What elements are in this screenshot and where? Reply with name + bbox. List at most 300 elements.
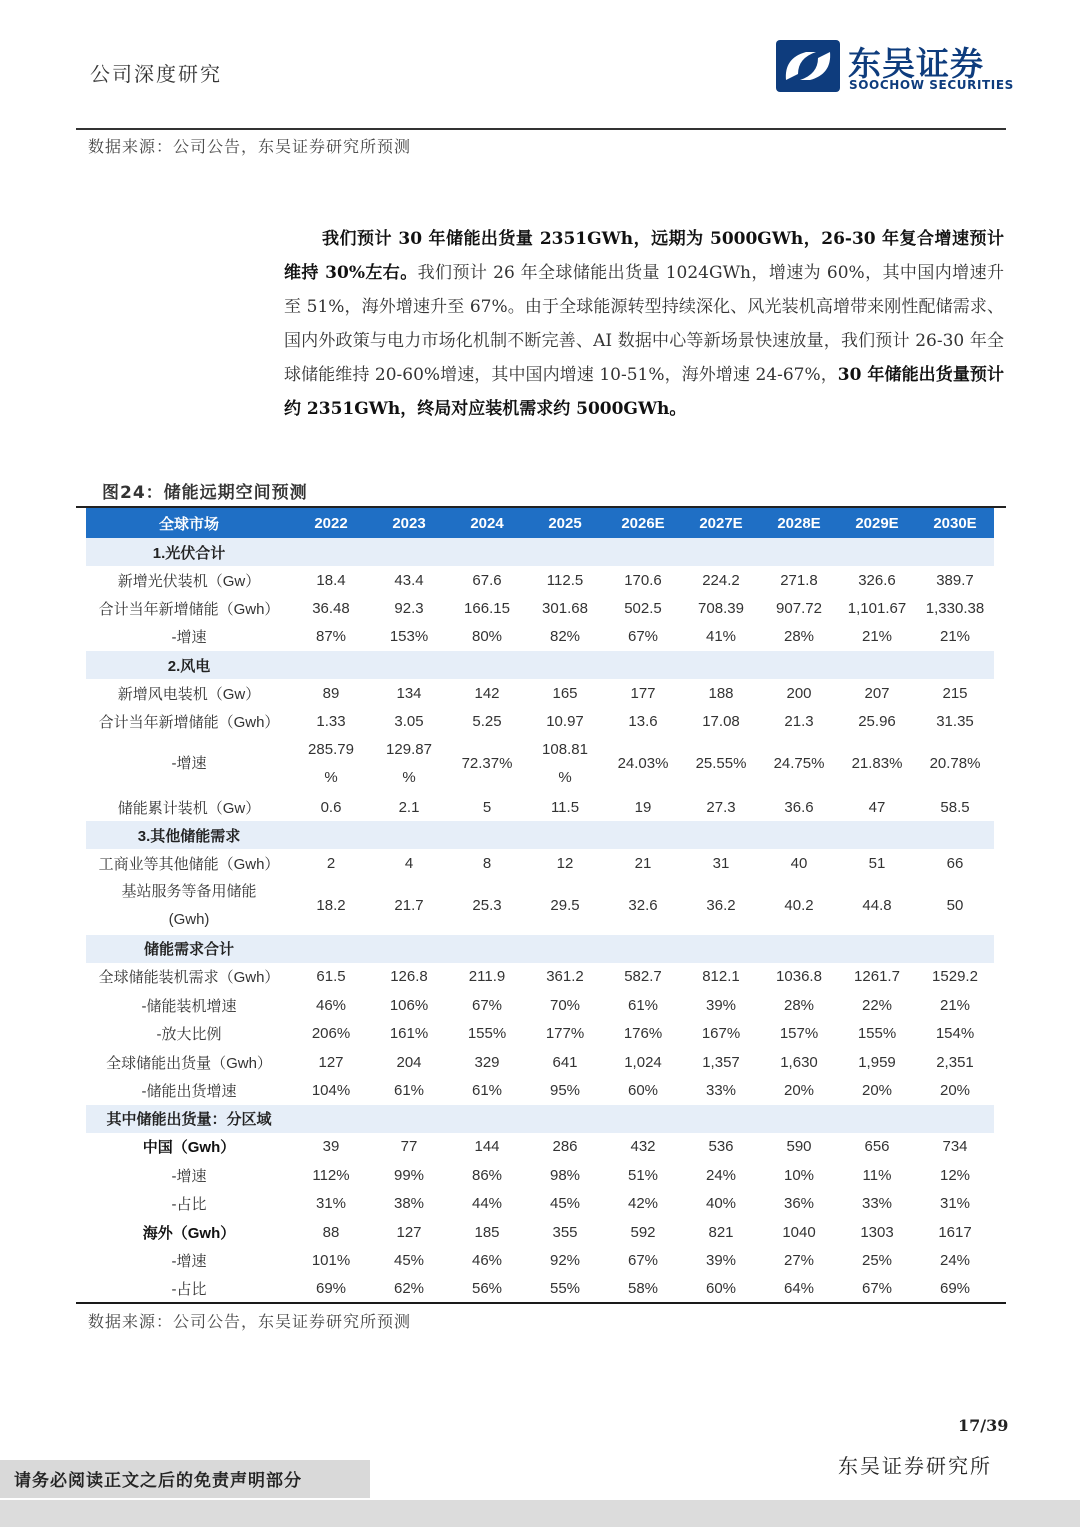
section-fill-cell — [760, 1105, 838, 1133]
value-cell: 177 — [630, 684, 656, 702]
section-fill-cell — [760, 821, 838, 849]
value-cell: 56% — [471, 1280, 503, 1298]
header-cell-year: 2030E — [916, 508, 994, 538]
table-header-row — [86, 508, 994, 538]
value-cell: 18.2 — [316, 897, 346, 915]
value-cell: 61.5 — [316, 968, 346, 986]
section-row — [86, 821, 994, 849]
section-fill-cell — [526, 935, 604, 963]
row-label: 合计当年新增储能（Gwh） — [98, 601, 280, 619]
section-fill-cell — [916, 651, 994, 679]
value-cell: 206% — [311, 1025, 351, 1043]
value-cell: 355 — [552, 1223, 578, 1241]
value-cell: 20.78% — [929, 755, 981, 773]
value-cell: 39% — [705, 1251, 737, 1269]
section-fill-cell — [370, 538, 448, 566]
value-cell: 389.7 — [936, 571, 974, 589]
value-cell: 127 — [396, 1223, 422, 1241]
value-cell: 21% — [861, 628, 893, 646]
value-cell: 33% — [705, 1081, 737, 1099]
value-cell: 1,630 — [780, 1053, 818, 1071]
section-fill-cell — [292, 538, 370, 566]
value-cell: 70% — [549, 996, 581, 1014]
table-row — [86, 1020, 994, 1048]
value-cell: 72.37% — [461, 755, 513, 773]
table-row — [86, 708, 994, 736]
table-row — [86, 679, 994, 707]
value-cell: 153% — [389, 628, 429, 646]
value-cell: 812.1 — [702, 968, 740, 986]
value-cell: 5.25 — [472, 713, 502, 731]
value-cell: 200 — [786, 684, 812, 702]
value-cell: 47 — [868, 798, 886, 816]
value-cell: 24.03% — [617, 755, 669, 773]
value-cell: 211.9 — [468, 968, 506, 986]
value-cell: 1303 — [860, 1223, 894, 1241]
value-cell: 4 — [404, 855, 414, 873]
forecast-table — [86, 508, 994, 1303]
value-cell: 432 — [630, 1138, 656, 1156]
soochow-logo-icon — [776, 40, 840, 92]
section-row — [86, 935, 994, 963]
value-cell: 502.5 — [624, 600, 662, 618]
value-cell: 142 — [474, 684, 500, 702]
logo-chinese-name: 东吴证券 — [848, 44, 984, 83]
value-cell: 87% — [315, 628, 347, 646]
footer-organization: 东吴证券研究所 — [838, 1454, 992, 1478]
header-cell-year: 2026E — [604, 508, 682, 538]
value-cell: 11% — [862, 1166, 892, 1184]
value-cell: 67% — [627, 628, 659, 646]
section-fill-cell — [838, 935, 916, 963]
row-label: -增速 — [171, 629, 207, 647]
section-fill-cell — [526, 538, 604, 566]
value-cell: 43.4 — [394, 571, 424, 589]
section-label: 储能需求合计 — [86, 935, 292, 963]
value-cell: 821 — [708, 1223, 734, 1241]
row-label: 全球储能装机需求（Gwh） — [98, 969, 280, 987]
value-cell: 67.6 — [472, 571, 502, 589]
header-cell-year: 2028E — [760, 508, 838, 538]
value-cell: 301.68 — [542, 600, 588, 618]
value-cell: 12 — [556, 855, 574, 873]
section-fill-cell — [760, 935, 838, 963]
value-cell: 36.2 — [706, 897, 736, 915]
header-divider — [76, 128, 1006, 130]
value-cell: 167% — [701, 1025, 741, 1043]
value-cell: 21.83% — [851, 755, 903, 773]
row-label: -储能装机增速 — [141, 997, 237, 1015]
value-cell: 21% — [939, 628, 971, 646]
value-cell: 1,101.67 — [847, 600, 907, 618]
section-fill-cell — [448, 821, 526, 849]
value-cell: 127 — [318, 1053, 344, 1071]
section-label: 1.光伏合计 — [86, 538, 292, 566]
value-cell: 61% — [393, 1081, 425, 1099]
value-cell: 17.08 — [702, 713, 740, 731]
value-cell: 19 — [634, 798, 652, 816]
value-cell: 590 — [786, 1138, 812, 1156]
value-cell: 1261.7 — [854, 968, 900, 986]
section-fill-cell — [448, 1105, 526, 1133]
section-fill-cell — [916, 1105, 994, 1133]
section-fill-cell — [526, 821, 604, 849]
value-cell: 101% — [311, 1251, 351, 1269]
value-cell: 36% — [783, 1195, 815, 1213]
section-fill-cell — [292, 1105, 370, 1133]
value-cell: 46% — [471, 1251, 503, 1269]
value-cell: 67% — [861, 1280, 893, 1298]
value-cell: 134 — [396, 684, 422, 702]
value-cell: 32.6 — [628, 897, 658, 915]
row-label: -增速 — [171, 1167, 207, 1185]
value-cell: 89 — [322, 684, 340, 702]
value-cell: 27% — [783, 1251, 815, 1269]
value-cell: 1036.8 — [776, 968, 822, 986]
value-cell: 285.79 % — [308, 741, 354, 787]
value-cell: 88 — [322, 1223, 340, 1241]
value-cell: 157% — [779, 1025, 819, 1043]
value-cell: 112% — [312, 1166, 350, 1184]
source-note-bottom: 数据来源：公司公告，东吴证券研究所预测 — [88, 1312, 412, 1331]
value-cell: 215 — [942, 684, 968, 702]
row-label: 中国（Gwh） — [142, 1139, 236, 1157]
value-cell: 188 — [708, 684, 734, 702]
section-row — [86, 538, 994, 566]
value-cell: 12% — [939, 1166, 971, 1184]
section-fill-cell — [916, 821, 994, 849]
value-cell: 45% — [549, 1195, 581, 1213]
value-cell: 106% — [389, 996, 429, 1014]
section-fill-cell — [838, 538, 916, 566]
section-fill-cell — [916, 538, 994, 566]
value-cell: 50 — [946, 897, 964, 915]
section-fill-cell — [682, 821, 760, 849]
value-cell: 176% — [623, 1025, 663, 1043]
value-cell: 2.1 — [398, 798, 420, 816]
header-cell-year: 2025 — [526, 508, 604, 538]
value-cell: 25% — [861, 1251, 893, 1269]
value-cell: 207 — [864, 684, 890, 702]
value-cell: 204 — [396, 1053, 422, 1071]
value-cell: 44% — [471, 1195, 503, 1213]
row-label: -增速 — [171, 755, 207, 773]
value-cell: 582.7 — [624, 968, 662, 986]
value-cell: 0.6 — [320, 798, 342, 816]
value-cell: 61% — [471, 1081, 503, 1099]
section-fill-cell — [292, 821, 370, 849]
report-category: 公司深度研究 — [90, 62, 222, 86]
value-cell: 1040 — [782, 1223, 816, 1241]
row-label: 合计当年新增储能（Gwh） — [98, 714, 280, 732]
paragraph-body: 我们预计 26 年全球储能出货量 1024GWh，增速为 60%，其中国内增速升至 51%，海外增速升至 67%。由于全球能源转型持续深化、风光装机高增带来刚性配储需求、国内外政策与电力市场化机制不断完善、AI 数据中心等新场景快速放量，我们预计 26-30 年全球储能维持 20-60%增速，其中国内增速 10-51%，海外增速 24-67%， — [284, 263, 1004, 385]
disclaimer-notice: 请务必阅读正文之后的免责声明部分 — [14, 1471, 302, 1491]
value-cell: 99% — [393, 1166, 425, 1184]
value-cell: 166.15 — [464, 600, 510, 618]
table-row — [86, 623, 994, 651]
value-cell: 31 — [712, 855, 730, 873]
value-cell: 42% — [627, 1195, 659, 1213]
logo-english-name: SOOCHOW SECURITIES — [849, 78, 1014, 92]
value-cell: 60% — [705, 1280, 737, 1298]
table-row — [86, 878, 994, 935]
value-cell: 592 — [630, 1223, 656, 1241]
value-cell: 271.8 — [780, 571, 818, 589]
row-label: 新增风电装机（Gw） — [117, 685, 261, 703]
value-cell: 29.5 — [550, 897, 580, 915]
section-fill-cell — [292, 935, 370, 963]
value-cell: 67% — [627, 1251, 659, 1269]
value-cell: 98% — [549, 1166, 581, 1184]
row-label: 基站服务等备用储能 (Gwh) — [121, 883, 257, 929]
value-cell: 28% — [783, 628, 815, 646]
table-row — [86, 849, 994, 877]
section-fill-cell — [682, 1105, 760, 1133]
value-cell: 155% — [857, 1025, 897, 1043]
value-cell: 40 — [790, 855, 808, 873]
value-cell: 224.2 — [702, 571, 740, 589]
value-cell: 27.3 — [706, 798, 736, 816]
value-cell: 1.33 — [316, 713, 346, 731]
value-cell: 24% — [939, 1251, 971, 1269]
section-fill-cell — [838, 651, 916, 679]
value-cell: 126.8 — [390, 968, 428, 986]
value-cell: 104% — [311, 1081, 351, 1099]
value-cell: 31% — [939, 1195, 971, 1213]
section-fill-cell — [604, 538, 682, 566]
section-fill-cell — [448, 935, 526, 963]
row-label: -占比 — [171, 1281, 207, 1299]
row-label: -放大比例 — [156, 1026, 222, 1044]
value-cell: 69% — [315, 1280, 347, 1298]
section-fill-cell — [448, 651, 526, 679]
value-cell: 22% — [861, 996, 893, 1014]
row-label: 新增光伏装机（Gw） — [117, 572, 261, 590]
value-cell: 58.5 — [940, 798, 970, 816]
section-label: 3.其他储能需求 — [86, 821, 292, 849]
company-logo — [776, 40, 1014, 98]
value-cell: 92.3 — [394, 600, 424, 618]
value-cell: 11.5 — [550, 798, 580, 816]
value-cell: 1,959 — [858, 1053, 896, 1071]
paragraph-bold-tail: 30 年储能出货量预计约 2351GWh，终局对应装机需求约 5000GWh。 — [284, 365, 1004, 419]
value-cell: 39% — [705, 996, 737, 1014]
value-cell: 38% — [393, 1195, 425, 1213]
value-cell: 3.05 — [394, 713, 424, 731]
value-cell: 28% — [783, 996, 815, 1014]
value-cell: 45% — [393, 1251, 425, 1269]
value-cell: 36.48 — [312, 600, 350, 618]
table-row — [86, 1246, 994, 1274]
table-row — [86, 1133, 994, 1161]
section-label: 2.风电 — [86, 651, 292, 679]
value-cell: 1,024 — [624, 1053, 662, 1071]
value-cell: 2,351 — [936, 1053, 974, 1071]
value-cell: 185 — [474, 1223, 500, 1241]
table-row — [86, 1218, 994, 1246]
header-cell-year: 2022 — [292, 508, 370, 538]
section-fill-cell — [604, 821, 682, 849]
value-cell: 95% — [549, 1081, 581, 1099]
value-cell: 20% — [861, 1081, 893, 1099]
value-cell: 41% — [705, 628, 737, 646]
value-cell: 112.5 — [546, 571, 584, 589]
header-cell-year: 2023 — [370, 508, 448, 538]
section-fill-cell — [682, 538, 760, 566]
value-cell: 61% — [627, 996, 659, 1014]
header-cell-year: 2029E — [838, 508, 916, 538]
value-cell: 24% — [705, 1166, 737, 1184]
table-row — [86, 991, 994, 1019]
page-number: 17/39 — [958, 1416, 1009, 1435]
table-body — [86, 538, 994, 1303]
value-cell: 40% — [705, 1195, 737, 1213]
section-fill-cell — [526, 651, 604, 679]
value-cell: 361.2 — [546, 968, 584, 986]
value-cell: 10.97 — [546, 713, 584, 731]
value-cell: 40.2 — [784, 897, 814, 915]
row-label: 海外（Gwh） — [142, 1224, 236, 1242]
section-fill-cell — [292, 651, 370, 679]
value-cell: 907.72 — [776, 600, 822, 618]
row-label: 全球储能出货量（Gwh） — [106, 1054, 272, 1072]
value-cell: 2 — [326, 855, 336, 873]
section-label: 其中储能出货量：分区域 — [86, 1105, 292, 1133]
value-cell: 31.35 — [936, 713, 974, 731]
value-cell: 24.75% — [773, 755, 825, 773]
value-cell: 58% — [627, 1280, 659, 1298]
section-fill-cell — [370, 935, 448, 963]
section-fill-cell — [370, 1105, 448, 1133]
row-label: -占比 — [171, 1196, 207, 1214]
table-row — [86, 1189, 994, 1217]
value-cell: 69% — [939, 1280, 971, 1298]
value-cell: 20% — [939, 1081, 971, 1099]
value-cell: 155% — [467, 1025, 507, 1043]
table-row — [86, 1076, 994, 1104]
value-cell: 44.8 — [862, 897, 892, 915]
value-cell: 8 — [482, 855, 492, 873]
value-cell: 329 — [474, 1053, 500, 1071]
value-cell: 92% — [549, 1251, 581, 1269]
value-cell: 60% — [627, 1081, 659, 1099]
table-row — [86, 736, 994, 793]
value-cell: 80% — [471, 628, 503, 646]
body-paragraph — [284, 222, 1004, 426]
value-cell: 21.3 — [784, 713, 814, 731]
section-fill-cell — [604, 935, 682, 963]
table-row — [86, 793, 994, 821]
header-cell-year: 2024 — [448, 508, 526, 538]
value-cell: 536 — [708, 1138, 734, 1156]
value-cell: 10% — [783, 1166, 815, 1184]
value-cell: 734 — [942, 1138, 968, 1156]
table-row — [86, 1048, 994, 1076]
value-cell: 18.4 — [316, 571, 346, 589]
value-cell: 20% — [783, 1081, 815, 1099]
value-cell: 46% — [315, 996, 347, 1014]
table-row — [86, 566, 994, 594]
value-cell: 86% — [471, 1166, 503, 1184]
value-cell: 708.39 — [698, 600, 744, 618]
value-cell: 129.87 % — [386, 741, 432, 787]
row-label: 储能累计装机（Gw） — [117, 799, 261, 817]
value-cell: 67% — [471, 996, 503, 1014]
section-fill-cell — [604, 651, 682, 679]
value-cell: 25.96 — [858, 713, 896, 731]
section-fill-cell — [916, 935, 994, 963]
value-cell: 170.6 — [624, 571, 662, 589]
value-cell: 108.81 % — [542, 741, 588, 787]
figure-title: 图24：储能远期空间预测 — [102, 483, 308, 503]
table-row — [86, 1275, 994, 1303]
section-row — [86, 1105, 994, 1133]
section-row — [86, 651, 994, 679]
value-cell: 64% — [783, 1280, 815, 1298]
value-cell: 21 — [634, 855, 652, 873]
row-label: 工商业等其他储能（Gwh） — [98, 856, 280, 874]
table-bottom-rule — [76, 1302, 1006, 1304]
section-fill-cell — [526, 1105, 604, 1133]
value-cell: 13.6 — [628, 713, 658, 731]
value-cell: 641 — [552, 1053, 578, 1071]
value-cell: 36.6 — [784, 798, 814, 816]
section-fill-cell — [604, 1105, 682, 1133]
value-cell: 177% — [545, 1025, 585, 1043]
value-cell: 25.55% — [695, 755, 747, 773]
value-cell: 82% — [549, 628, 581, 646]
value-cell: 66 — [946, 855, 964, 873]
value-cell: 1,330.38 — [925, 600, 985, 618]
value-cell: 1617 — [938, 1223, 972, 1241]
value-cell: 154% — [935, 1025, 975, 1043]
value-cell: 77 — [400, 1138, 418, 1156]
paragraph-bold-lead: 我们预计 30 年储能出货量 2351GWh，远期为 5000GWh，26-30 年复合增速预计维持 30%左右。 — [284, 229, 1004, 283]
value-cell: 33% — [861, 1195, 893, 1213]
value-cell: 51% — [627, 1166, 659, 1184]
section-fill-cell — [760, 538, 838, 566]
table-row — [86, 1161, 994, 1189]
row-label: -储能出货增速 — [141, 1082, 237, 1100]
value-cell: 62% — [393, 1280, 425, 1298]
section-fill-cell — [370, 821, 448, 849]
section-fill-cell — [760, 651, 838, 679]
header-cell-market: 全球市场 — [86, 508, 292, 538]
value-cell: 55% — [549, 1280, 581, 1298]
section-fill-cell — [370, 651, 448, 679]
value-cell: 21% — [939, 996, 971, 1014]
value-cell: 31% — [315, 1195, 347, 1213]
table-row — [86, 963, 994, 991]
value-cell: 656 — [864, 1138, 890, 1156]
value-cell: 326.6 — [858, 571, 896, 589]
value-cell: 1,357 — [702, 1053, 740, 1071]
header-cell-year: 2027E — [682, 508, 760, 538]
table-row — [86, 594, 994, 622]
value-cell: 165 — [552, 684, 578, 702]
section-fill-cell — [682, 651, 760, 679]
section-fill-cell — [448, 538, 526, 566]
source-note-top: 数据来源：公司公告，东吴证券研究所预测 — [88, 137, 412, 156]
value-cell: 25.3 — [472, 897, 502, 915]
footer-bar — [0, 1500, 1080, 1527]
value-cell: 161% — [389, 1025, 429, 1043]
value-cell: 144 — [474, 1138, 500, 1156]
value-cell: 286 — [552, 1138, 578, 1156]
section-fill-cell — [838, 821, 916, 849]
value-cell: 5 — [482, 798, 492, 816]
section-fill-cell — [682, 935, 760, 963]
